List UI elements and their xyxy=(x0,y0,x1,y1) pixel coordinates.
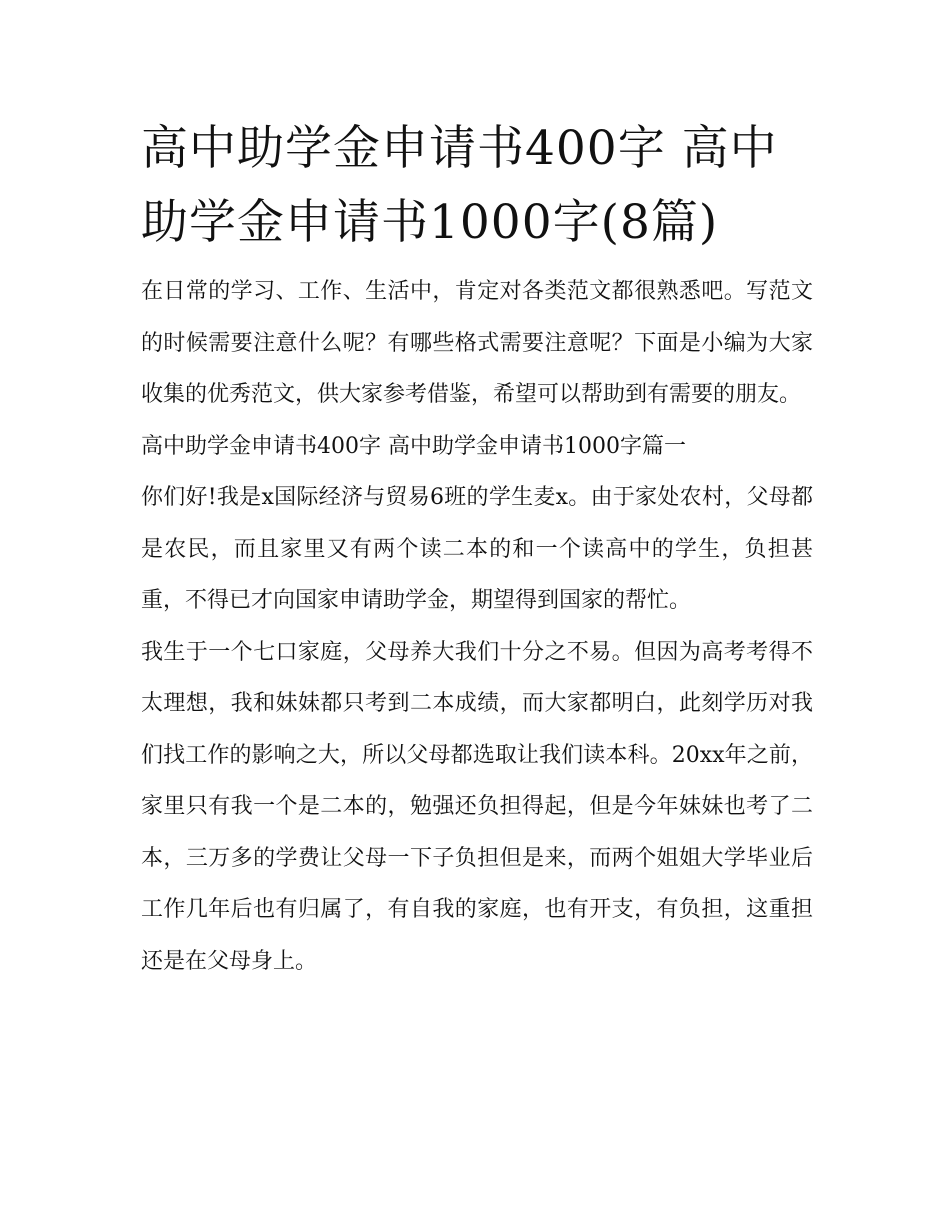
body-paragraph-1: 你们好!我是x国际经济与贸易6班的学生麦x。由于家处农村，父母都是农民，而且家里又有两个读二本的和一个读高中的学生，负担甚重，不得已才向国家申请助学金，期望得到国家的帮忙。 xyxy=(141,485,813,613)
intro-paragraph: 在日常的学习、工作、生活中，肯定对各类范文都很熟悉吧。写范文的时候需要注意什么呢？有哪些格式需要注意呢？下面是小编为大家收集的优秀范文，供大家参考借鉴，希望可以帮助到有需要的朋友。 xyxy=(141,279,813,407)
body-paragraph-2: 我生于一个七口家庭，父母养大我们十分之不易。但因为高考考得不太理想，我和妹妹都只考到二本成绩，而大家都明白，此刻学历对我们找工作的影响之大，所以父母都选取让我们读本科。20xx年之前，家里只有我一个是二本的，勉强还负担得起，但是今年妹妹也考了二本，三万多的学费让父母一下子负担但是来，而两个姐姐大学毕业后工作几年后也有归属了，有自我的家庭，也有开支，有负担，这重担还是在父母身上。 xyxy=(141,639,813,974)
document-title: 高中助学金申请书400字 高中助学金申请书1000字(8篇) xyxy=(141,121,778,250)
section-heading: 高中助学金申请书400字 高中助学金申请书1000字篇一 xyxy=(141,433,686,459)
document-body xyxy=(141,112,813,987)
